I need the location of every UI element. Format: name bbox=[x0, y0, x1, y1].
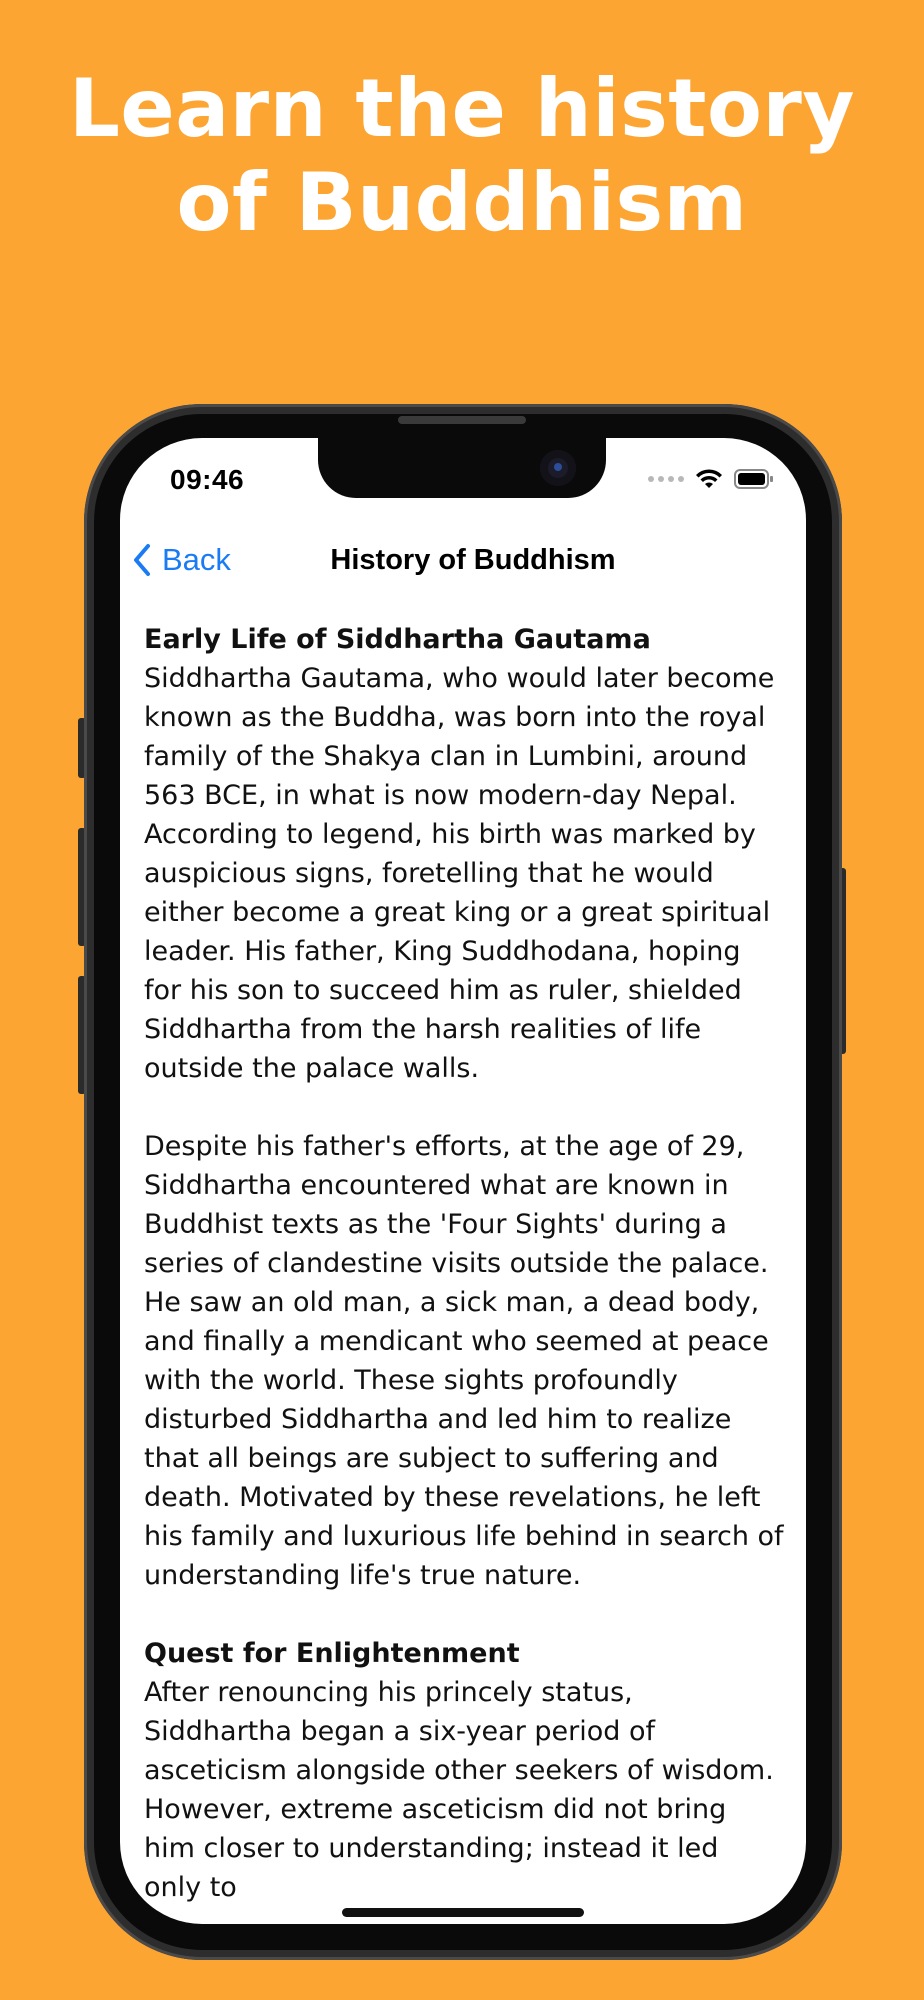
battery-icon bbox=[734, 468, 774, 490]
headline-line-2: of Buddhism bbox=[176, 156, 748, 249]
signal-dots-icon bbox=[648, 476, 684, 482]
article-paragraph: Siddhartha Gautama, who would later become known as the Buddha, was born into the royal family of the Shakya clan in Lumbini, around 563 BCE, in what is now modern-day Nepal. According to legend, his birth was marked by auspicious signs, foretelling that he would either become a great king or a great spiritual leader. His father, King Suddhodana, hoping for his son to succeed him as ruler, shielded Siddhartha from the harsh realities of life outside the palace walls. bbox=[144, 663, 775, 1084]
article-paragraph: Despite his father's efforts, at the age of 29, Siddhartha encountered what are known in Buddhist texts as the 'Four Sights' during a series of clandestine visits outside the palace. He saw an old man, a sick man, a dead body, and finally a mendicant who seemed at peace with the world. These sights profoundly disturbed Siddhartha and led him to realize that all beings are subject to suffering and death. Motivated by these revelations, he left his family and luxurious life behind in search of understanding life's true nature. bbox=[144, 1131, 784, 1591]
promo-headline bbox=[0, 62, 924, 250]
back-button-label: Back bbox=[162, 542, 231, 577]
page-title: History of Buddhism bbox=[330, 544, 616, 576]
phone-screen bbox=[120, 438, 806, 1924]
article-paragraph: After renouncing his princely status, Siddhartha began a six-year period of asceticism alongside other seekers of wisdom. However, extreme asceticism did not bring him closer to understanding; instead it led only to bbox=[144, 1677, 774, 1903]
headline-line-1: Learn the history bbox=[68, 62, 856, 155]
article-content[interactable] bbox=[144, 620, 784, 1903]
phone-speaker bbox=[398, 416, 526, 424]
status-time: 09:46 bbox=[170, 464, 245, 495]
navigation-bar bbox=[120, 530, 806, 590]
wifi-icon bbox=[694, 468, 724, 490]
section-heading-early-life: Early Life of Siddhartha Gautama bbox=[144, 624, 651, 655]
status-icons bbox=[648, 464, 774, 494]
section-heading-quest: Quest for Enlightenment bbox=[144, 1638, 520, 1669]
front-camera-icon bbox=[540, 450, 576, 486]
notch bbox=[318, 438, 606, 498]
home-indicator[interactable] bbox=[342, 1908, 584, 1917]
